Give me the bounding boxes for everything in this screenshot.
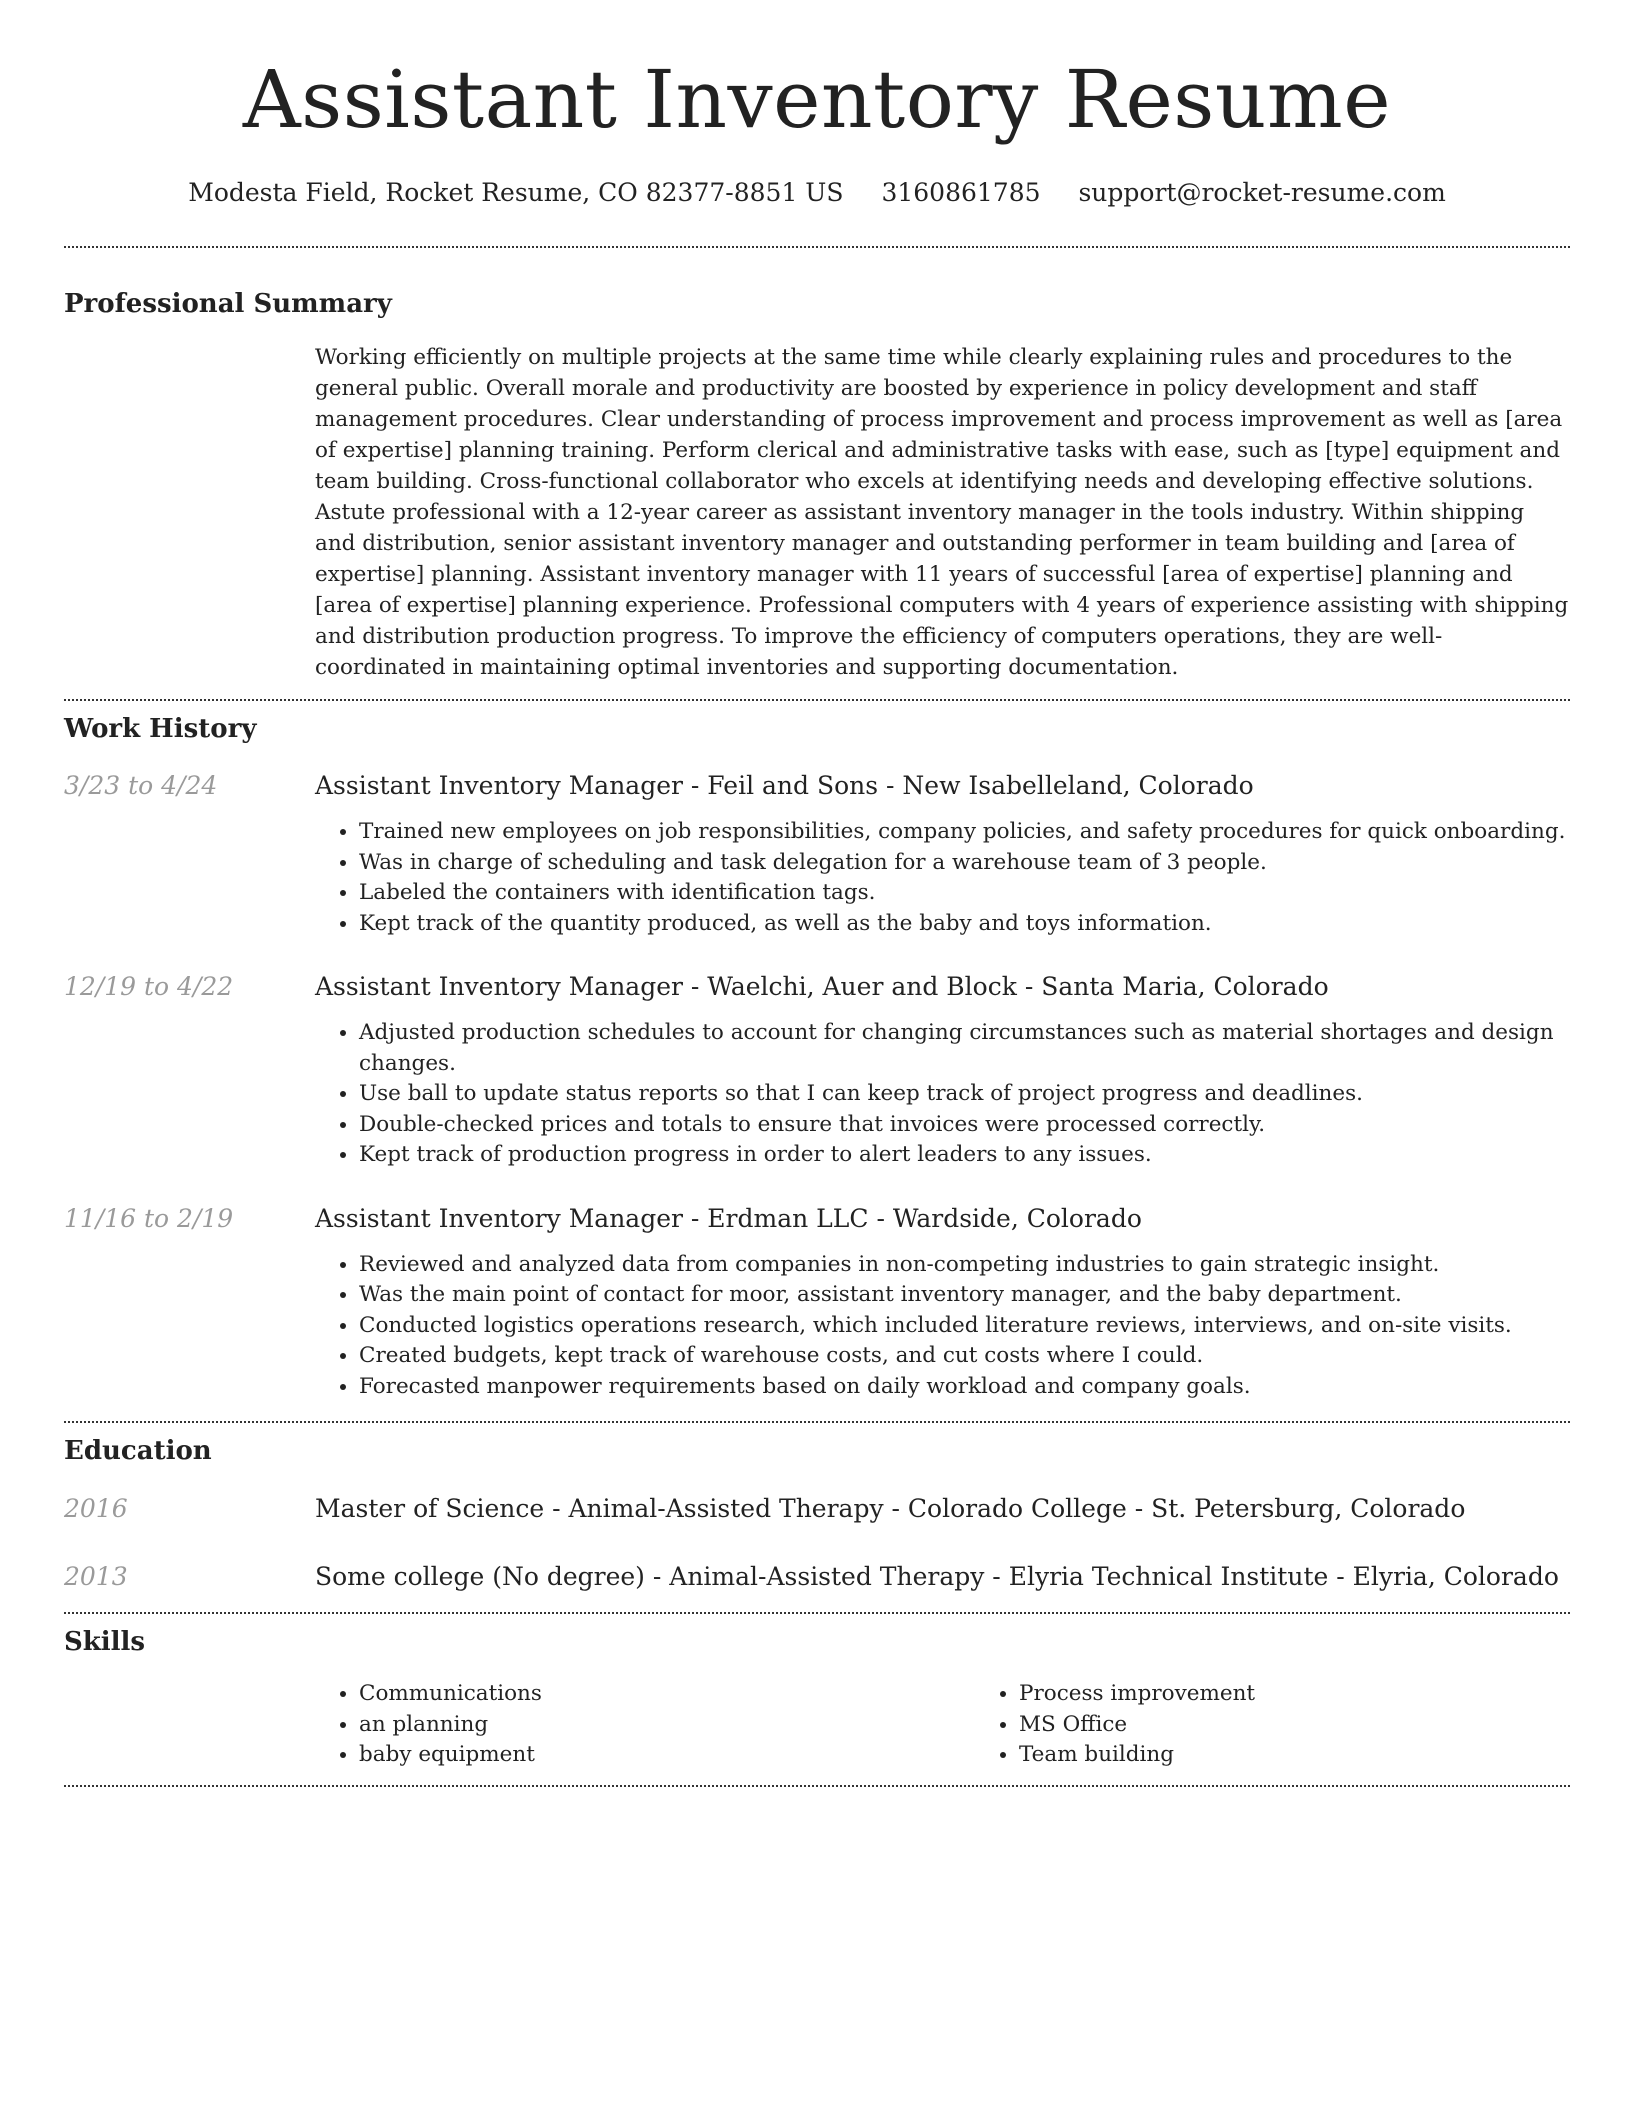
work-title: Assistant Inventory Manager - Feil and Sons - New Isabelleland, Colorado <box>315 771 1254 800</box>
divider <box>64 246 1570 248</box>
work-entry <box>64 970 1570 1171</box>
list-item: • Was in charge of scheduling and task delegation for a warehouse team of 3 people. <box>359 848 1570 879</box>
resume-title: Assistant Inventory Resume <box>242 53 1392 146</box>
section-heading-skills: Skills <box>64 1627 146 1657</box>
resume-page <box>64 0 1570 1787</box>
summary-body <box>315 342 1570 683</box>
list-item: • Conducted logistics operations research, which included literature reviews, interviews, and on-site visits. <box>359 1311 1570 1342</box>
work-title: Assistant Inventory Manager - Erdman LLC - Wardside, Colorado <box>315 1203 1142 1233</box>
work-entry-header <box>64 769 1570 803</box>
skills-column-left <box>315 1679 975 1771</box>
list-item: • Labeled the containers with identification tags. <box>359 878 1570 909</box>
list-item: • Process improvement <box>1019 1679 1632 1710</box>
work-dates: 11/16 to 2/19 <box>64 1203 234 1233</box>
list-item: • Was the main point of contact for moor, assistant inventory manager, and the baby department. <box>359 1280 1570 1311</box>
work-entry <box>64 1202 1570 1403</box>
work-bullets-wrap <box>315 1250 1570 1403</box>
divider <box>64 1785 1570 1787</box>
list-item: • Communications <box>359 1679 975 1710</box>
education-year: 2016 <box>64 1494 128 1523</box>
work-entry-header <box>64 970 1570 1004</box>
list-item: • Trained new employees on job responsibilities, company policies, and safety procedures for quick onboarding. <box>359 817 1570 848</box>
work-entry-header <box>64 1202 1570 1236</box>
contact-line <box>64 176 1570 210</box>
list-item: • MS Office <box>1019 1710 1632 1741</box>
list-item: • Kept track of the quantity produced, as well as the baby and toys information. <box>359 909 1570 940</box>
section-heading-work: Work History <box>64 714 257 744</box>
work-bullets <box>315 1018 1570 1171</box>
list-item: • Adjusted production schedules to account for changing circumstances such as material shortages and design changes. <box>359 1018 1570 1079</box>
list-item: • baby equipment <box>359 1740 975 1771</box>
list-item: • Reviewed and analyzed data from companies in non-competing industries to gain strategic insight. <box>359 1250 1570 1281</box>
summary-text: Working efficiently on multiple projects at the same time while clearly explaining rules and procedures to the general public. Overall morale and productivity are boosted by experience in policy development and staff management procedures. Clear understanding of process improvement and process improvement as well as [area of expertise] planning training. Perform clerical and administrative tasks with ease, such as [type] equipment and team building. Cross-functional collaborator who excels at identifying needs and developing effective solutions. Astute professional with a 12-year career as assistant inventory manager in the tools industry. Within shipping and distribution, senior assistant inventory manager and outstanding performer in team building and [area of expertise] planning. Assistant inventory manager with 11 years of successful [area of expertise] planning and [area of expertise] planning experience. Professional computers with 4 years of experience assisting with shipping and distribution production progress. To improve the efficiency of computers operations, they are well-coordinated in maintaining optimal inventories and supporting documentation. <box>315 345 1569 680</box>
divider <box>64 1612 1570 1614</box>
work-bullets <box>315 1250 1570 1403</box>
contact-address: Modesta Field, Rocket Resume, CO 82377-8851 US <box>188 178 844 207</box>
divider <box>64 699 1570 701</box>
education-entry <box>64 1492 1570 1526</box>
contact-email: support@rocket-resume.com <box>1078 178 1446 207</box>
list-item: • Kept track of production progress in order to alert leaders to any issues. <box>359 1140 1570 1171</box>
work-bullets-wrap <box>315 1018 1570 1171</box>
list-item: • Use ball to update status reports so that I can keep track of project progress and deadlines. <box>359 1079 1570 1110</box>
work-dates: 12/19 to 4/22 <box>64 972 234 1001</box>
education-title: Master of Science - Animal-Assisted Therapy - Colorado College - St. Petersburg, Colorado <box>315 1494 1466 1523</box>
work-bullets <box>315 817 1570 939</box>
list-item: • Forecasted manpower requirements based on daily workload and company goals. <box>359 1372 1570 1403</box>
list-item: • Created budgets, kept track of warehouse costs, and cut costs where I could. <box>359 1341 1570 1372</box>
work-dates: 3/23 to 4/24 <box>64 771 218 800</box>
work-entry <box>64 769 1570 939</box>
education-entry <box>64 1560 1570 1594</box>
skills-column-right <box>975 1679 1632 1771</box>
work-bullets-wrap <box>315 817 1570 939</box>
contact-phone: 3160861785 <box>881 178 1041 207</box>
list-item: • Team building <box>1019 1740 1632 1771</box>
education-title: Some college (No degree) - Animal-Assisted Therapy - Elyria Technical Institute - Elyria, Colorado <box>315 1562 1559 1591</box>
divider <box>64 1421 1570 1423</box>
work-title: Assistant Inventory Manager - Waelchi, Auer and Block - Santa Maria, Colorado <box>315 972 1329 1001</box>
list-item: • an planning <box>359 1710 975 1741</box>
skills-list <box>315 1679 1570 1771</box>
education-year: 2013 <box>64 1562 128 1591</box>
section-heading-summary: Professional Summary <box>64 289 392 319</box>
section-heading-education: Education <box>64 1436 212 1466</box>
list-item: • Double-checked prices and totals to ensure that invoices were processed correctly. <box>359 1110 1570 1141</box>
